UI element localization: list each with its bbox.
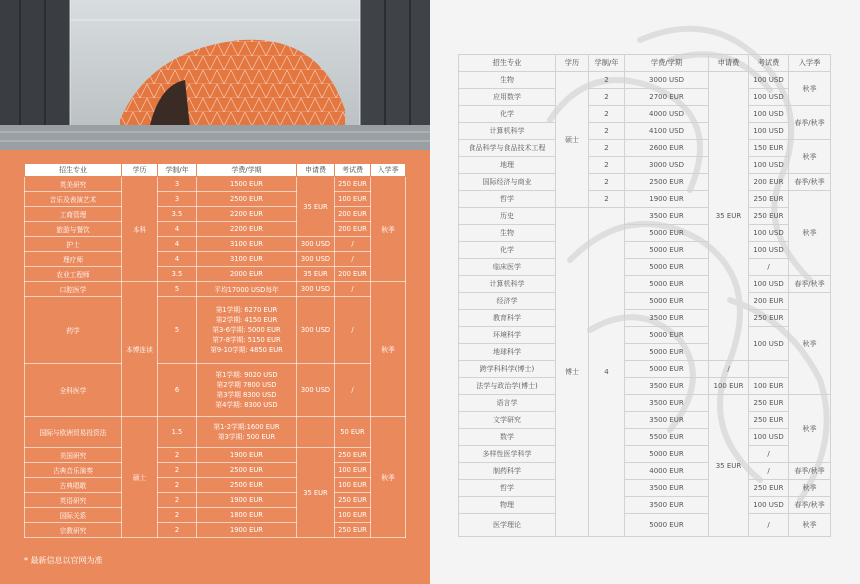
major-cell: 旅游与餐饮 (25, 222, 122, 237)
exam-fee-cell: 100 EUR (335, 508, 371, 523)
header-years: 学制/年 (589, 55, 625, 72)
tuition-cell (197, 297, 297, 364)
years-cell: 3.5 (158, 207, 197, 222)
major-cell: 计算机科学 (459, 123, 556, 140)
table-row (459, 395, 831, 412)
tuition-cell: 4000 USD (625, 106, 709, 123)
exam-fee-cell: 100 USD (749, 72, 789, 89)
major-cell: 文学研究 (459, 412, 556, 429)
table-row (459, 225, 831, 242)
tuition-cell: 2600 EUR (625, 140, 709, 157)
degree-cell: 博士 (556, 208, 589, 537)
tuition-cell: 2200 EUR (197, 222, 297, 237)
tuition-cell: 1800 EUR (197, 508, 297, 523)
major-cell: 哲学 (459, 191, 556, 208)
table-row (459, 378, 831, 395)
table-row (459, 361, 831, 378)
tuition-cell: 5000 EUR (625, 293, 709, 310)
exam-fee-cell: 250 EUR (749, 191, 789, 208)
header-exam-fee: 考试费 (749, 55, 789, 72)
header-application-fee: 申请费 (709, 55, 749, 72)
tuition-cell: 4000 EUR (625, 463, 709, 480)
major-cell: 国际经济与商业 (459, 174, 556, 191)
years-cell: 5 (158, 297, 197, 364)
tuition-cell: 5000 EUR (625, 361, 709, 378)
years-cell: 2 (589, 106, 625, 123)
table-header-row (25, 164, 406, 177)
right-page (430, 0, 860, 584)
table-row (459, 242, 831, 259)
application-fee-cell: 35 EUR (297, 267, 335, 282)
major-cell: 教育科学 (459, 310, 556, 327)
exam-fee-cell: / (335, 237, 371, 252)
application-fee-cell: 300 USD (297, 237, 335, 252)
tuition-cell: 1900 EUR (625, 191, 709, 208)
tuition-line: 第2学期 7800 USD (216, 381, 277, 389)
tuition-cell: 1900 EUR (197, 493, 297, 508)
exam-fee-cell: 100 USD (749, 157, 789, 174)
tuition-cell: 5000 EUR (625, 514, 709, 537)
years-cell: 3.5 (158, 267, 197, 282)
table-row (25, 237, 406, 252)
major-cell: 化学 (459, 106, 556, 123)
tuition-cell: 平均17000 USD每年 (197, 282, 297, 297)
years-cell: 2 (158, 463, 197, 478)
tuition-cell: 1900 EUR (197, 448, 297, 463)
table-row (459, 412, 831, 429)
exam-fee-cell: / (749, 446, 789, 463)
exam-fee-cell: 250 EUR (749, 208, 789, 225)
table-row (25, 222, 406, 237)
tuition-cell: 3500 EUR (625, 208, 709, 225)
tuition-cell (197, 417, 297, 448)
major-cell: 农业工程师 (25, 267, 122, 282)
years-cell: 1.5 (158, 417, 197, 448)
table-row (25, 192, 406, 207)
table-row (459, 293, 831, 310)
tuition-cell: 3500 EUR (625, 412, 709, 429)
major-cell: 经济学 (459, 293, 556, 310)
tuition-line: 第1学期: 6270 EUR (215, 306, 278, 314)
years-cell: 2 (589, 174, 625, 191)
tuition-cell: 5000 EUR (625, 327, 709, 344)
tuition-cell: 5000 EUR (625, 344, 709, 361)
degree-cell: 本博连读 (122, 282, 158, 417)
header-degree: 学历 (122, 164, 158, 177)
exam-fee-cell: / (749, 463, 789, 480)
tuition-line: 第2学期: 4150 EUR (215, 316, 278, 324)
years-cell: 2 (158, 448, 197, 463)
application-fee-cell: 35 EUR (297, 448, 335, 538)
application-fee-cell: 35 EUR (297, 177, 335, 237)
exam-fee-cell: 200 EUR (335, 267, 371, 282)
season-cell: 秋季 (789, 293, 831, 395)
exam-fee-cell: 200 EUR (335, 207, 371, 222)
major-cell: 多样性医学科学 (459, 446, 556, 463)
season-cell: 秋季 (789, 140, 831, 174)
table-row (459, 480, 831, 497)
tuition-cell: 1900 EUR (197, 523, 297, 538)
exam-fee-cell: 250 EUR (749, 310, 789, 327)
application-fee-cell: 300 USD (297, 364, 335, 417)
tuition-line: 第3学期 8300 USD (216, 391, 277, 399)
degree-cell: 硕士 (556, 72, 589, 208)
tuition-cell (197, 364, 297, 417)
tuition-cell: 1500 EUR (197, 177, 297, 192)
season-cell: 秋季 (789, 191, 831, 276)
header-season: 入学季 (789, 55, 831, 72)
tuition-cell: 3000 USD (625, 72, 709, 89)
tuition-cell: 2000 EUR (197, 267, 297, 282)
tuition-cell: 5000 EUR (625, 276, 709, 293)
tuition-cell: 2500 EUR (197, 192, 297, 207)
exam-fee-cell: 100 USD (749, 327, 789, 361)
table-row (459, 140, 831, 157)
season-cell: 秋季 (371, 177, 406, 282)
campus-photo (0, 0, 430, 150)
table-row (25, 478, 406, 493)
table-row (25, 463, 406, 478)
footnote: * 最新信息以官网为准 (24, 556, 103, 565)
tuition-cell: 5500 EUR (625, 429, 709, 446)
header-major: 招生专业 (459, 55, 556, 72)
major-cell: 英美研究 (25, 177, 122, 192)
header-years: 学制/年 (158, 164, 197, 177)
tuition-line: 第3-6学期: 5000 EUR (212, 326, 281, 334)
tuition-cell: 2200 EUR (197, 207, 297, 222)
tuition-cell: 4100 USD (625, 123, 709, 140)
table-row (25, 267, 406, 282)
exam-fee-cell: 100 USD (749, 123, 789, 140)
years-cell: 4 (158, 237, 197, 252)
tuition-cell: 3500 EUR (625, 395, 709, 412)
exam-fee-cell: 100 USD (749, 242, 789, 259)
major-cell: 音乐及表演艺术 (25, 192, 122, 207)
season-cell: 春季/秋季 (789, 497, 831, 514)
exam-fee-cell: 200 EUR (749, 293, 789, 310)
exam-fee-cell: 100 USD (749, 276, 789, 293)
exam-fee-cell: 200 EUR (335, 222, 371, 237)
application-fee-cell (297, 417, 335, 448)
exam-fee-cell: 100 EUR (335, 478, 371, 493)
years-cell: 5 (158, 282, 197, 297)
major-cell: 古典唱歌 (25, 478, 122, 493)
exam-fee-cell: 250 EUR (335, 177, 371, 192)
header-tuition: 学费/学期 (625, 55, 709, 72)
table-row (459, 276, 831, 293)
table-header-row (459, 55, 831, 72)
major-cell: 数学 (459, 429, 556, 446)
major-cell: 宗教研究 (25, 523, 122, 538)
major-cell: 国际关系 (25, 508, 122, 523)
major-cell: 美国研究 (25, 448, 122, 463)
exam-fee-cell: / (335, 297, 371, 364)
major-cell: 生物 (459, 72, 556, 89)
header-season: 入学季 (371, 164, 406, 177)
tuition-line: 第3学期: 500 EUR (217, 433, 276, 441)
years-cell: 4 (158, 222, 197, 237)
header-tuition: 学费/学期 (197, 164, 297, 177)
major-cell: 环境科学 (459, 327, 556, 344)
table-row (25, 297, 406, 364)
application-fee-cell: 300 USD (297, 282, 335, 297)
season-cell: 秋季 (789, 514, 831, 537)
exam-fee-cell: / (749, 514, 789, 537)
major-cell: 国际与欧洲贸易投资法 (25, 417, 122, 448)
tuition-cell: 5000 EUR (625, 225, 709, 242)
table-row (459, 72, 831, 89)
tuition-line: 第4学期: 8300 USD (215, 401, 278, 409)
tuition-cell: 2500 EUR (197, 478, 297, 493)
table-row (459, 259, 831, 276)
degree-cell: 本科 (122, 177, 158, 282)
tuition-cell: 2700 EUR (625, 89, 709, 106)
years-cell: 4 (589, 208, 625, 537)
exam-fee-cell: / (335, 282, 371, 297)
years-cell: 4 (158, 252, 197, 267)
table-row (459, 310, 831, 327)
tuition-cell: 5000 EUR (625, 446, 709, 463)
major-cell: 应用数学 (459, 89, 556, 106)
season-cell: 春季/秋季 (789, 106, 831, 140)
table-row (25, 417, 406, 448)
table-row (25, 523, 406, 538)
table-row (459, 208, 831, 225)
tuition-line: 第1-2学期:1600 EUR (213, 423, 280, 431)
table-row (25, 207, 406, 222)
major-cell: 药学 (25, 297, 122, 364)
major-cell: 哲学 (459, 480, 556, 497)
exam-fee-cell: 100 USD (749, 429, 789, 446)
tuition-cell: 3100 EUR (197, 237, 297, 252)
table-row (25, 282, 406, 297)
exam-fee-cell: 100 USD (749, 89, 789, 106)
tuition-cell: 3500 EUR (625, 480, 709, 497)
table-row (25, 508, 406, 523)
exam-fee-cell: 250 EUR (749, 395, 789, 412)
tuition-line: 第1学期: 9020 USD (215, 371, 278, 379)
major-cell: 物理 (459, 497, 556, 514)
exam-fee-cell: 150 EUR (749, 140, 789, 157)
header-major: 招生专业 (25, 164, 122, 177)
exam-fee-cell: 200 EUR (749, 174, 789, 191)
exam-fee-cell: / (749, 259, 789, 276)
major-cell: 临床医学 (459, 259, 556, 276)
major-cell: 全科医学 (25, 364, 122, 417)
undergraduate-tuition-table (24, 163, 406, 538)
major-cell: 跨学科科学(博士) (459, 361, 556, 378)
graduate-tuition-table (458, 54, 831, 537)
season-cell: 春季/秋季 (789, 276, 831, 293)
years-cell: 2 (158, 523, 197, 538)
years-cell: 2 (158, 493, 197, 508)
table-row (25, 252, 406, 267)
tuition-line: 第9-10学期: 4850 EUR (210, 346, 283, 354)
years-cell: 2 (589, 157, 625, 174)
years-cell: 2 (589, 89, 625, 106)
tuition-cell: 3500 EUR (625, 378, 709, 395)
exam-fee-cell: 100 EUR (335, 463, 371, 478)
table-row (25, 493, 406, 508)
table-row (25, 448, 406, 463)
header-application-fee: 申请费 (297, 164, 335, 177)
table-row (459, 191, 831, 208)
years-cell: 2 (158, 508, 197, 523)
season-cell: 秋季 (789, 480, 831, 497)
table-row (459, 446, 831, 463)
table-row (459, 89, 831, 106)
exam-fee-cell: 100 USD (749, 225, 789, 242)
major-cell: 理疗师 (25, 252, 122, 267)
major-cell: 计算机科学 (459, 276, 556, 293)
exam-fee-cell: 100 USD (749, 106, 789, 123)
exam-fee-cell: / (335, 364, 371, 417)
tuition-cell: 3500 EUR (625, 497, 709, 514)
table-row (25, 364, 406, 417)
major-cell: 生物 (459, 225, 556, 242)
season-cell: 春季/秋季 (789, 174, 831, 191)
major-cell: 化学 (459, 242, 556, 259)
table-row (25, 177, 406, 192)
application-fee-cell: 100 EUR (709, 378, 749, 395)
table-row (459, 123, 831, 140)
table-row (459, 327, 831, 344)
major-cell: 历史 (459, 208, 556, 225)
season-cell: 秋季 (371, 282, 406, 417)
exam-fee-cell: 250 EUR (335, 523, 371, 538)
exam-fee-cell: 100 EUR (749, 378, 789, 395)
table-row (459, 514, 831, 537)
major-cell: 口腔医学 (25, 282, 122, 297)
table-row (459, 174, 831, 191)
years-cell: 2 (589, 191, 625, 208)
major-cell: 护士 (25, 237, 122, 252)
table-row (459, 429, 831, 446)
exam-fee-cell: 50 EUR (335, 417, 371, 448)
season-cell: 春季/秋季 (789, 463, 831, 480)
years-cell: 3 (158, 177, 197, 192)
table-row (459, 157, 831, 174)
table-row (459, 463, 831, 480)
major-cell: 制药科学 (459, 463, 556, 480)
exam-fee-cell: 250 EUR (749, 480, 789, 497)
major-cell: 英语研究 (25, 493, 122, 508)
major-cell: 工商管理 (25, 207, 122, 222)
tuition-cell: 5000 EUR (625, 259, 709, 276)
major-cell: 食品科学与食品技术工程 (459, 140, 556, 157)
season-cell: 秋季 (789, 395, 831, 463)
major-cell: 地理 (459, 157, 556, 174)
tuition-cell: 3100 EUR (197, 252, 297, 267)
exam-fee-cell: / (709, 361, 749, 378)
season-cell: 秋季 (789, 72, 831, 106)
years-cell: 2 (589, 123, 625, 140)
tuition-cell: 3000 USD (625, 157, 709, 174)
header-exam-fee: 考试费 (335, 164, 371, 177)
exam-fee-cell: 250 EUR (335, 448, 371, 463)
degree-cell: 硕士 (122, 417, 158, 538)
table-row (459, 106, 831, 123)
years-cell: 2 (158, 478, 197, 493)
exam-fee-cell: 100 EUR (335, 192, 371, 207)
table-row (459, 497, 831, 514)
years-cell: 2 (589, 140, 625, 157)
header-degree: 学历 (556, 55, 589, 72)
application-fee-cell: 300 USD (297, 252, 335, 267)
years-cell: 6 (158, 364, 197, 417)
exam-fee-cell: 250 EUR (749, 412, 789, 429)
tuition-cell: 3500 EUR (625, 310, 709, 327)
exam-fee-cell: 100 USD (749, 497, 789, 514)
application-fee-cell: 35 EUR (709, 72, 749, 361)
tuition-cell: 2500 EUR (625, 174, 709, 191)
season-cell: 秋季 (371, 417, 406, 538)
years-cell: 2 (589, 72, 625, 89)
major-cell: 语言学 (459, 395, 556, 412)
exam-fee-cell: / (335, 252, 371, 267)
major-cell: 医学理论 (459, 514, 556, 537)
major-cell: 地球科学 (459, 344, 556, 361)
exam-fee-cell: 250 EUR (335, 493, 371, 508)
major-cell: 古典音乐演奏 (25, 463, 122, 478)
tuition-cell: 2500 EUR (197, 463, 297, 478)
tuition-cell: 5000 EUR (625, 242, 709, 259)
application-fee-cell: 35 EUR (709, 395, 749, 537)
application-fee-cell: 300 USD (297, 297, 335, 364)
major-cell: 法学与政治学(博士) (459, 378, 556, 395)
years-cell: 3 (158, 192, 197, 207)
tuition-line: 第7-8学期: 5150 EUR (212, 336, 281, 344)
